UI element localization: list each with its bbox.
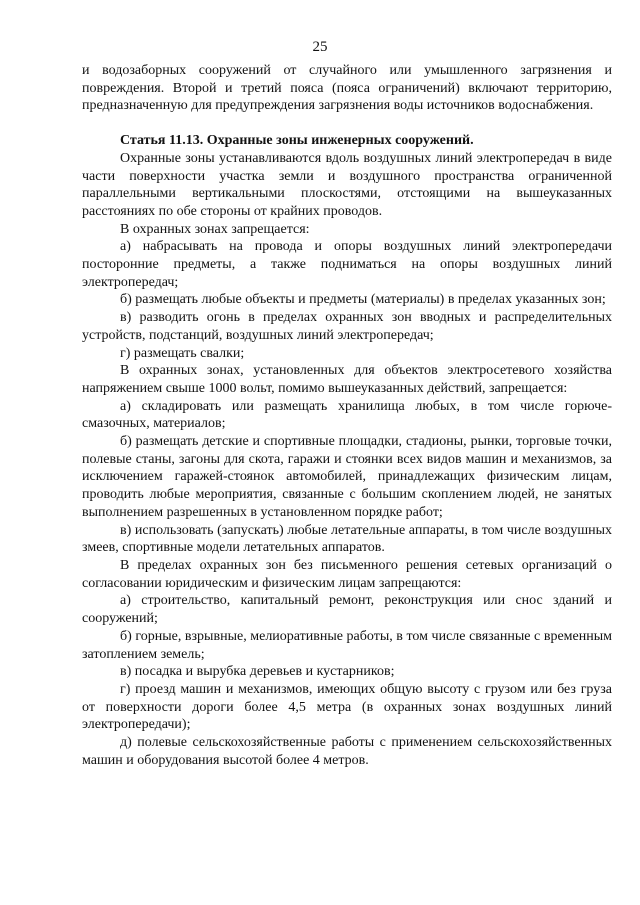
paragraph-definition: Охранные зоны устанавливаются вдоль воздушных линий электропередач в виде части поверхности участка земли и воздушного пространства ограниченной параллельными вертикальными плоскостями, отстоящими на вышеуказанных расстояниях по обе стороны от крайних проводов. [82, 150, 612, 219]
paragraph-without-permission: В пределах охранных зон без письменного решения сетевых организаций о согласовании юридическим и физическим лицам запрещаются: [82, 557, 612, 591]
list-item-d-3: д) полевые сельскохозяйственные работы с применением сельскохозяйственных машин и оборудования высотой более 4 метров. [82, 735, 612, 768]
page-number: 25 [312, 39, 328, 55]
list-item-v-3: в) посадка и вырубка деревьев и кустарников; [120, 664, 395, 680]
list-item-g-3: г) проезд машин и механизмов, имеющих общую высоту с грузом или без груза от поверхности дороги более 4,5 метра (в охранных зонах воздушных линий электропередачи); [82, 681, 612, 733]
article-title: Статья 11.13. Охранные зоны инженерных сооружений. [120, 133, 474, 149]
list-item-v: в) разводить огонь в пределах охранных зон вводных и распределительных устройств, подстанций, воздушных линий электропередач; [82, 310, 612, 343]
list-item-a-2: а) складировать или размещать хранилища любых, в том числе горюче-смазочных, материалов; [82, 398, 612, 432]
list-item-b: б) размещать любые объекты и предметы (материалы) в пределах указанных зон; [120, 292, 606, 308]
list-item-a-3: а) строительство, капитальный ремонт, реконструкция или снос зданий и сооружений; [82, 593, 612, 627]
paragraph-prohibited-heading: В охранных зонах запрещается: [120, 221, 310, 237]
list-item-g: г) размещать свалки; [120, 345, 245, 361]
list-item-b-2: б) размещать детские и спортивные площадки, стадионы, рынки, торговые точки, полевые станы, загоны для скота, гаражи и стоянки всех видов машин и механизмов, за исключением гаражей-стоянок автомобилей, принадлежащих физическим лицам, проводить любые мероприятия, связанные с большим скоплением людей, не занятых выполнением разрешенных в установленном порядке работ; [82, 434, 612, 520]
paragraph-high-voltage: В охранных зонах, установленных для объектов электросетевого хозяйства напряжением свыше 1000 вольт, помимо вышеуказанных действий, запрещается: [82, 363, 612, 396]
list-item-a: а) набрасывать на провода и опоры воздушных линий электропередачи посторонние предметы, а также подниматься на опоры воздушных линий электропередач; [82, 239, 612, 290]
list-item-v-2: в) использовать (запускать) любые летательные аппараты, в том числе воздушных змеев, спортивные модели летательных аппаратов. [82, 522, 612, 556]
document-body [82, 62, 612, 769]
list-item-b-3: б) горные, взрывные, мелиоративные работы, в том числе связанные с временным затоплением земель; [82, 628, 612, 662]
intro-paragraph: и водозаборных сооружений от случайного или умышленного загрязнения и повреждения. Второй и третий пояса (пояса ограничений) включают территорию, предназначенную для предупреждения загрязнения воды источников водоснабжения. [82, 63, 612, 114]
